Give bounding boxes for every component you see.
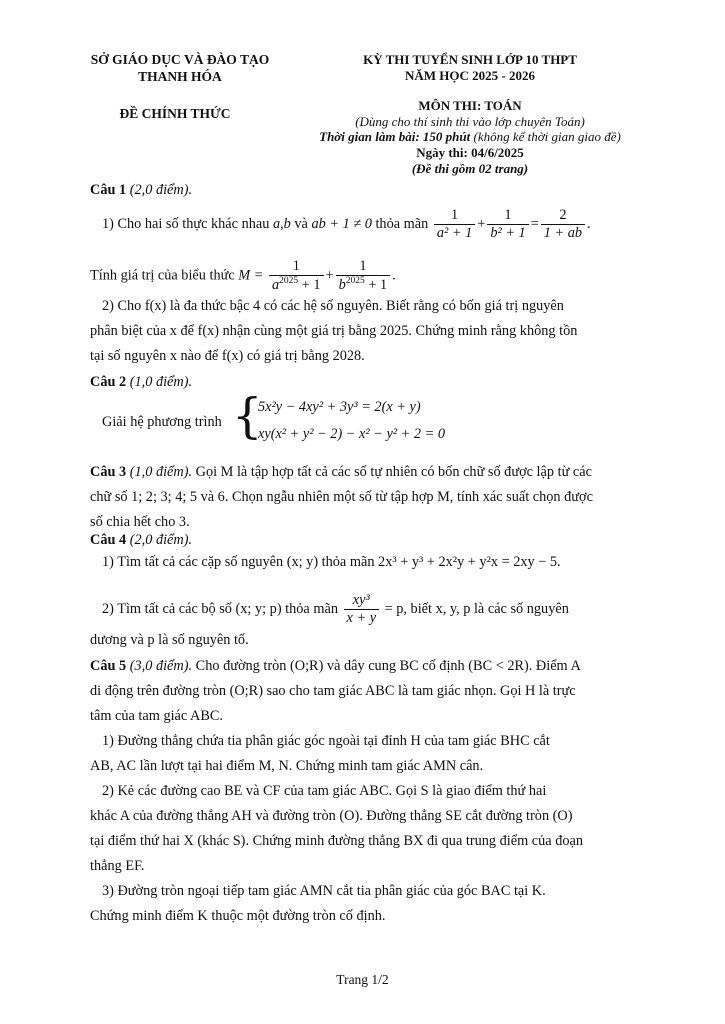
q5-part2-line3: tại điểm thứ hai X (khác S). Chứng minh đường thẳng BX đi qua trung điểm của đoạn	[90, 833, 583, 849]
department-block	[70, 52, 290, 123]
fraction-2: $\frac{1}{\text{b² + 1}}$	[487, 207, 528, 242]
q1-heading: Câu 1 (2,0 điểm).	[90, 182, 193, 198]
q5-part1-line1: 1) Đường thẳng chứa tia phân giác góc ngoài tại đỉnh H của tam giác BHC cắt	[102, 733, 550, 749]
department-line-2: THANH HÓA	[138, 68, 222, 84]
time-note: (không kể thời gian giao đề)	[473, 129, 621, 145]
q5-part3-line1: 3) Đường tròn ngoại tiếp tam giác AMN cắt tia phân giác của góc BAC tại K.	[102, 883, 546, 899]
fraction-g2: $\frac{1}{b^{2025} + 1}$	[336, 258, 391, 294]
q1-part1-line2: Tính giá trị của biểu thức M = $\frac{1}{a^{2025} + 1}$ + $\frac{1}{b^{2025} + 1}$ .	[90, 258, 396, 293]
q4-part2-line1: 2) Tìm tất cả các bộ số (x; y; p) thỏa mãn $\frac{\text{xy³}}{x + y}$ = p, biết x, y, p là các số nguyên	[102, 592, 569, 627]
fraction-q4: $\frac{\text{xy³}}{x + y}$	[344, 592, 380, 627]
fraction-3: $\frac{2}{1 + ab}$	[541, 207, 585, 242]
q1-part2-line2: phân biệt của x để f(x) nhận cùng một giá trị bằng 2025. Chứng minh rằng không tồn	[90, 323, 578, 339]
q5-part3-line2: Chứng minh điểm K thuộc một đường tròn cố định.	[90, 908, 386, 924]
q4-part2-line2: dương và p là số nguyên tố.	[90, 632, 249, 648]
q3-line3: số chia hết cho 3.	[90, 514, 190, 530]
q1-part2-line1: 2) Cho f(x) là đa thức bậc 4 có các hệ số nguyên. Biết rằng có bốn giá trị nguyên	[102, 298, 564, 314]
q2-heading: Câu 2 (1,0 điểm).	[90, 374, 193, 390]
q3-line2: chữ số 1; 2; 3; 4; 5 và 6. Chọn ngẫu nhiên một số từ tập hợp M, tính xác suất chọn được	[90, 489, 593, 505]
q2-equation-1: 5x²y − 4xy² + 3y³ = 2(x + y)	[258, 399, 421, 415]
q5-line1: Câu 5 (3,0 điểm). Cho đường tròn (O;R) và dây cung BC cố định (BC < 2R). Điểm A	[90, 658, 581, 674]
exam-date: Ngày thi: 04/6/2025	[416, 145, 524, 161]
q4-heading: Câu 4 (2,0 điểm).	[90, 532, 193, 548]
q1-part2-line3: tại số nguyên x nào để f(x) có giá trị bằng 2028.	[90, 348, 365, 364]
fraction-1: $\frac{1}{\text{a² + 1}}$	[434, 207, 475, 242]
q2-lead: Giải hệ phương trình	[102, 414, 222, 430]
q5-part1-line2: AB, AC lần lượt tại hai điểm M, N. Chứng minh tam giác AMN cân.	[90, 758, 484, 774]
q1-part1-line1: 1) Cho hai số thực khác nhau a,b và ab + 1 ≠ 0 thỏa mãn $\frac{1}{\text{a² + 1}}$ + $\frac{1}{\text{b² + 1}}$ = $\frac{2}{1 + ab}$ .	[102, 207, 591, 242]
q5-part2-line2: khác A của đường thẳng AH và đường tròn (O). Đường thẳng SE cắt đường tròn (O)	[90, 808, 573, 824]
q5-part2-line1: 2) Kẻ các đường cao BE và CF của tam giác ABC. Gọi S là giao điểm thứ hai	[102, 783, 547, 799]
subject: MÔN THI: TOÁN	[418, 97, 522, 113]
exam-title: KỲ THI TUYỂN SINH LỚP 10 THPT	[363, 52, 577, 67]
q5-line2: di động trên đường tròn (O;R) sao cho tam giác ABC là tam giác nhọn. Gọi H là trực	[90, 683, 576, 699]
for-whom: (Dùng cho thí sinh thi vào lớp chuyên Toán)	[355, 113, 585, 129]
school-year: NĂM HỌC 2025 - 2026	[405, 67, 535, 83]
system-brace: {	[232, 388, 263, 444]
official-label: ĐỀ CHÍNH THỨC	[119, 105, 231, 121]
q2-equation-2: xy(x² + y² − 2) − x² − y² + 2 = 0	[258, 426, 445, 442]
q4-part1: 1) Tìm tất cả các cặp số nguyên (x; y) thỏa mãn 2x³ + y³ + 2x²y + y²x = 2xy − 5.	[102, 554, 561, 570]
q3-line1: Câu 3 (1,0 điểm). Gọi M là tập hợp tất cả các số tự nhiên có bốn chữ số được lập từ các	[90, 464, 592, 480]
q5-line3: tâm của tam giác ABC.	[90, 708, 224, 724]
page-number: Trang 1/2	[336, 972, 389, 987]
department-line-1: SỞ GIÁO DỤC VÀ ĐÀO TẠO	[90, 52, 270, 67]
pages-note: (Đề thi gồm 02 trang)	[411, 161, 529, 177]
time-label: Thời gian làm bài: 150 phút	[319, 129, 471, 145]
q5-part2-line4: thẳng EF.	[90, 858, 145, 874]
fraction-g1: $\frac{1}{a^{2025} + 1}$	[269, 258, 324, 294]
exam-info-block	[305, 52, 635, 177]
